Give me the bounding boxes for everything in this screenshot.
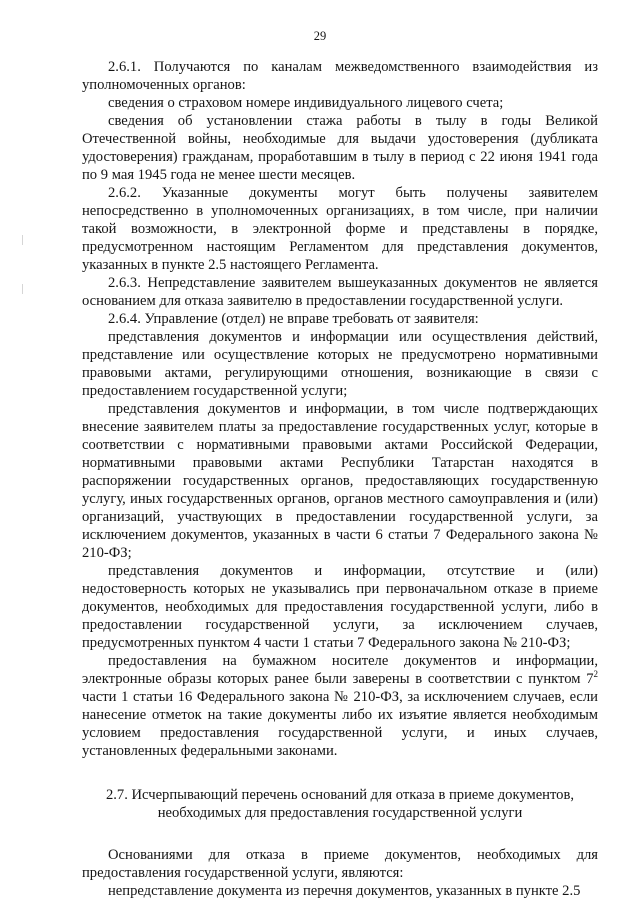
paragraph-snils: сведения о страховом номере индивидуального лицевого счета; <box>108 95 504 111</box>
section-heading-line-2: необходимых для предоставления государственной услуги <box>157 805 523 821</box>
paragraph-list-item-3: представления документов и информации, отсутствие и (или) недостоверность которых не указывались при первоначальном отказе в приеме документов, необходимых для предоставления государственной услуги, либо в предоставлении государственной услуги, за исключением случаев, предусмотренных пунктом 4 части 1 статьи 7 Федерального закона № 210-ФЗ; <box>82 563 598 651</box>
scan-margin-mark <box>22 284 23 294</box>
paragraph-refusal-grounds: Основаниями для отказа в приеме документов, необходимых для предоставления государственной услуги, являются: <box>82 847 598 881</box>
paragraph-list-item-4-part-a: предоставления на бумажном носителе документов и информации, электронные образы которых ранее были заверены в соответствии с пунктом 7 <box>82 653 598 687</box>
paragraph-refusal-item-1: непредставление документа из перечня документов, указанных в пункте 2.5 <box>108 883 581 899</box>
paragraph-2-6-1: 2.6.1. Получаются по каналам межведомственного взаимодействия из уполномоченных органов: <box>82 59 598 93</box>
paragraph-list-item-2: представления документов и информации, в том числе подтверждающих внесение заявителем платы за предоставление государственных услуг, которые в соответствии с нормативными правовыми актами Российской Федерации, нормативными правовыми актами Республики Татарстан находятся в распоряжении государственных органов, предоставляющих государственную услугу, иных государственных органов, органов местного самоуправления и (или) организаций, участвующих в предоставлении государственной услуги, за исключением документов, указанных в части 6 статьи 7 Федерального закона № 210-ФЗ; <box>82 401 598 561</box>
paragraph-2-6-3: 2.6.3. Непредставление заявителем вышеуказанных документов не является основанием для отказа заявителю в предоставлении государственной услуги. <box>82 275 598 309</box>
paragraph-work-experience: сведения об установлении стажа работы в тылу в годы Великой Отечественной войны, необходимые для выдачи удостоверения (дубликата удостоверения) гражданам, проработавшим в тылу в период с 22 июня 1941 года по 9 мая 1945 года не менее шести месяцев. <box>82 113 598 183</box>
paragraph-list-item-1: представления документов и информации или осуществления действий, представление или осуществление которых не предусмотрено нормативными правовыми актами, регулирующими отношения, возникающие в связи с предоставлением государственной услуги; <box>82 329 598 399</box>
scan-margin-mark <box>22 235 23 245</box>
superscript-index: 2 <box>593 669 598 679</box>
section-heading-2-7 <box>82 786 598 822</box>
paragraph-2-6-2: 2.6.2. Указанные документы могут быть получены заявителем непосредственно в уполномоченных организациях, в том числе, при наличии такой возможности, в электронной форме и представлены в порядке, предусмотренном настоящим Регламентом для представления документов, указанных в пункте 2.5 настоящего Регламента. <box>82 185 598 273</box>
paragraph-list-item-4-part-b: части 1 статьи 16 Федерального закона № 210-ФЗ, за исключением случаев, если нанесение отметок на такие документы либо их изъятие является необходимым условием предоставления государственной услуги, и иных случаев, установленных федеральными законами. <box>82 689 598 759</box>
paragraph-list-item-4 <box>82 652 598 760</box>
paragraph-2-6-4: 2.6.4. Управление (отдел) не вправе требовать от заявителя: <box>108 311 479 327</box>
document-body <box>82 58 598 900</box>
section-heading-line-1: 2.7. Исчерпывающий перечень оснований для отказа в приеме документов, <box>105 787 575 803</box>
page-number: 29 <box>313 29 327 43</box>
